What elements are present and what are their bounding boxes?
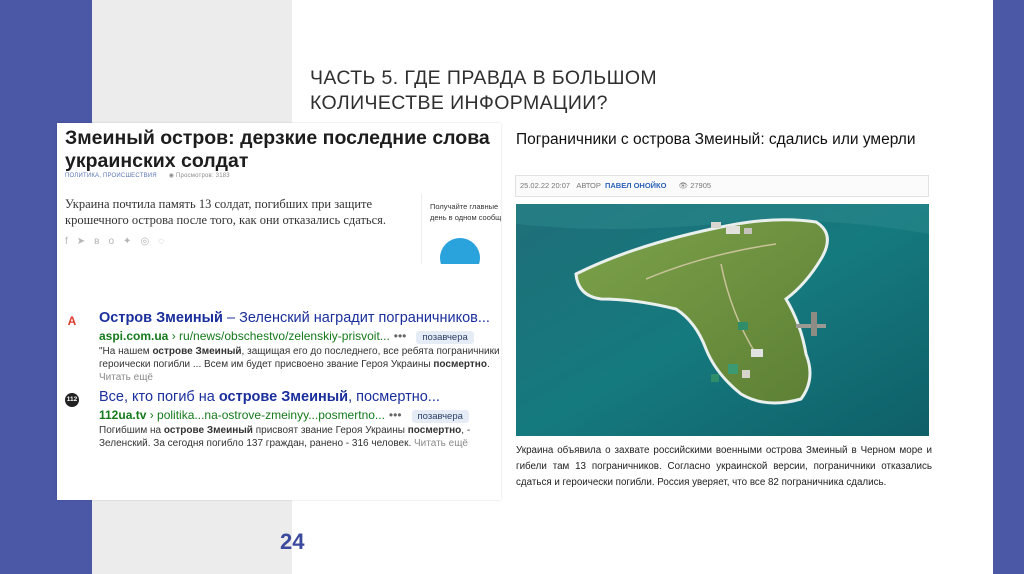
telegram-promo[interactable] (421, 194, 501, 264)
read-more-link[interactable]: Читать ещё (414, 438, 468, 449)
search-result-title[interactable]: Все, кто погиб на острове Змеиный, посмертно... (99, 389, 440, 405)
date-badge: позавчера (412, 410, 469, 423)
read-more-link[interactable]: Читать ещё (99, 372, 153, 383)
article-views: Просмотров: 3183 (176, 173, 230, 179)
share-icons (65, 236, 164, 247)
facebook-icon[interactable]: f (65, 236, 68, 247)
twitter-icon[interactable]: ✦ (123, 236, 132, 247)
author-label: АВТОР (576, 181, 601, 190)
right-accent-band (993, 0, 1024, 574)
page-number: 24 (280, 529, 305, 554)
right-article-headline: Пограничники с острова Змеиный: сдались или умерли (516, 131, 916, 148)
eye-icon: 👁 (678, 181, 689, 190)
search-result-snippet: "На нашем острове Змеиный, защищая его до последнего, все ребята пограничники героически погибли ... Всем им будет присвоено звание Героя Украины посмертно. Читать ещё (99, 346, 500, 383)
left-news-clipping (57, 123, 501, 500)
date-badge: позавчера (416, 331, 473, 344)
promo-line-2: день в одном сообщ (430, 213, 501, 222)
article-date: 25.02.22 20:07 (520, 181, 571, 190)
viber-icon[interactable]: ◎ (140, 236, 150, 247)
112-favicon-icon: 112 (65, 393, 79, 407)
whatsapp-icon[interactable]: ◌ (158, 236, 165, 247)
more-dots-icon[interactable]: ••• (393, 329, 407, 343)
search-result-url[interactable]: 112ua.tv › politika...na-ostrove-zmeinyy...posmertno... ••• позавчера (99, 408, 469, 423)
search-result-snippet: Погибшим на острове Змеиный присвоят звание Героя Украины посмертно, - Зеленский. За сегодня погибло 137 граждан, ранено - 316 человек. Читать ещё (99, 425, 471, 449)
ok-icon[interactable]: о (108, 236, 115, 247)
promo-line-1: Получайте главные (430, 202, 499, 211)
article-category: ПОЛИТИКА, ПРОИСШЕСТВИЯ (65, 173, 157, 179)
aspi-favicon-icon: A (67, 314, 77, 328)
slide-title: ЧАСТЬ 5. ГДЕ ПРАВДА В БОЛЬШОМ КОЛИЧЕСТВЕ ИНФОРМАЦИИ? (310, 67, 658, 114)
left-article-headline: Змеиный остров: дерзкие последние слова украинских солдат (65, 127, 490, 172)
more-dots-icon[interactable]: ••• (388, 408, 402, 422)
author-link[interactable]: ПАВЕЛ ОНОЙКО (605, 181, 667, 190)
photo-caption: Украина объявила о захвате российскими военными острова Змеиный в Черном море и гибели там 13 пограничников. Согласно украинской версии, пограничники отказались сдаться и героически погибли. Россия уверяет, что все 82 пограничника сдались. (516, 445, 932, 488)
vk-icon[interactable]: в (94, 236, 100, 247)
island-aerial-photo (516, 204, 929, 436)
search-result-title[interactable]: Остров Змеиный – Зеленский наградит пограничников... (99, 310, 490, 326)
right-article-meta (515, 175, 929, 197)
telegram-icon[interactable]: ➤ (76, 236, 86, 247)
telegram-logo-icon (440, 238, 480, 264)
left-article-lead: Украина почтила память 13 солдат, погибших при защите крошечного острова после того, как они отказались сдаться. (65, 197, 387, 227)
eye-icon: ◉ (168, 173, 177, 179)
search-result-url[interactable]: aspi.com.ua › ru/news/obschestvo/zelenskiy-prisvoit... ••• позавчера (99, 329, 474, 344)
left-article-meta (65, 172, 230, 179)
article-views: 27905 (690, 181, 712, 190)
